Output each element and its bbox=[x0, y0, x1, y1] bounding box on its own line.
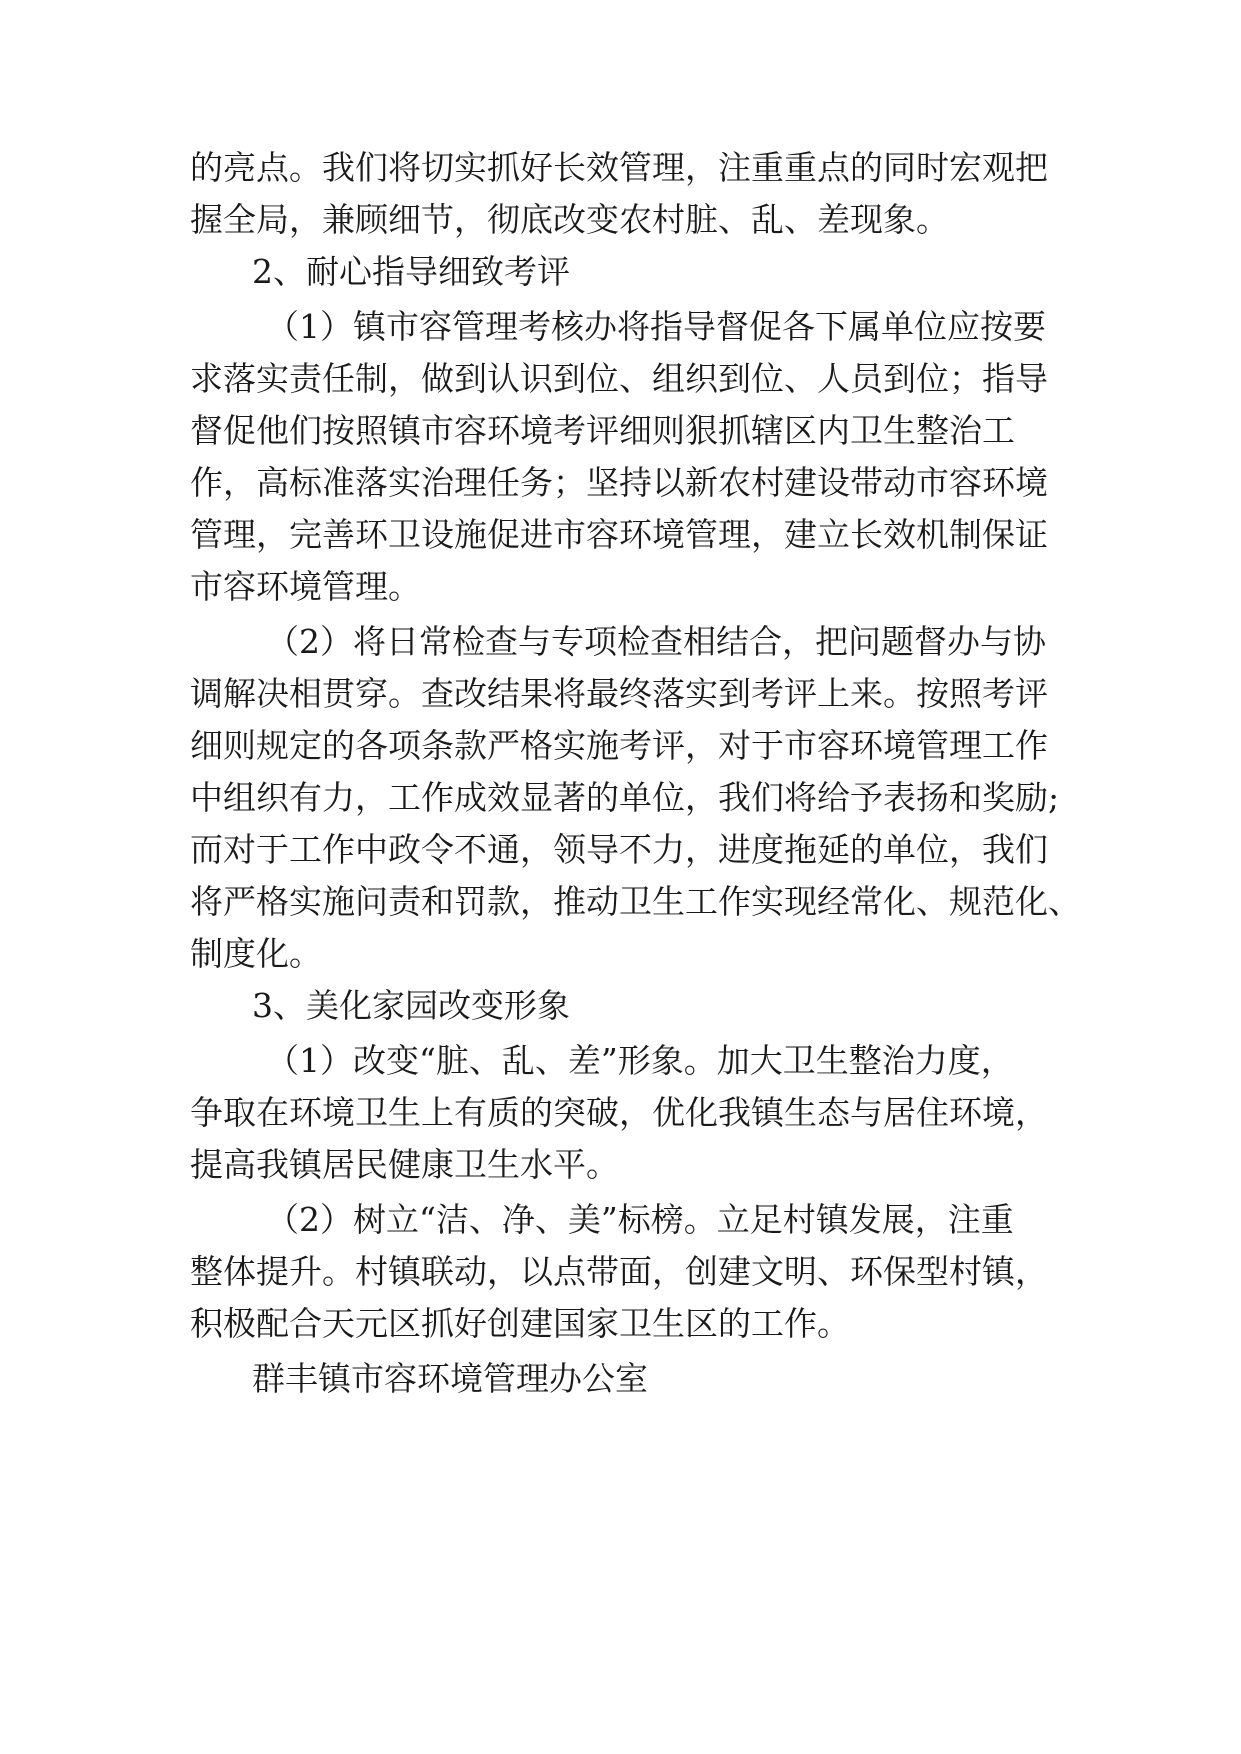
body-text-line: 整体提升。村镇联动，以点带面，创建文明、环保型村镇， bbox=[190, 1252, 1048, 1291]
body-text-line: （1）镇市容管理考核办将指导督促各下属单位应按要 bbox=[266, 307, 1046, 346]
body-text-line: 握全局，兼顾细节，彻底改变农村脏、乱、差现象。 bbox=[190, 200, 949, 239]
body-text-line: （1）改变“脏、乱、差”形象。加大卫生整治力度， bbox=[266, 1041, 1014, 1080]
body-text-line: 积极配合天元区抓好创建国家卫生区的工作。 bbox=[190, 1304, 850, 1343]
body-text-line: 管理，完善环卫设施促进市容环境管理，建立长效机制保证 bbox=[190, 515, 1048, 554]
body-text-line: 作，高标准落实治理任务；坚持以新农村建设带动市容环境 bbox=[190, 463, 1048, 502]
body-text-line: 调解决相贯穿。查改结果将最终落实到考评上来。按照考评 bbox=[190, 674, 1048, 713]
body-text-line: 而对于工作中政令不通，领导不力，进度拖延的单位，我们 bbox=[190, 830, 1048, 869]
body-text-line: 提高我镇居民健康卫生水平。 bbox=[190, 1145, 619, 1184]
body-text-line: 督促他们按照镇市容环境考评细则狠抓辖区内卫生整治工 bbox=[190, 411, 1015, 450]
body-text-line: 市容环境管理。 bbox=[190, 567, 421, 606]
body-text-line: 将严格实施问责和罚款，推动卫生工作实现经常化、规范化、 bbox=[190, 882, 1081, 921]
signature-office: 群丰镇市容环境管理办公室 bbox=[252, 1359, 648, 1398]
body-text-line: 制度化。 bbox=[190, 934, 322, 973]
section-heading: 3、美化家园改变形象 bbox=[252, 986, 570, 1025]
body-text-line: （2）树立“洁、净、美”标榜。立足村镇发展，注重 bbox=[266, 1200, 1014, 1239]
body-text-line: 中组织有力，工作成效显著的单位，我们将给予表扬和奖励; bbox=[190, 778, 1060, 817]
body-text-line: 求落实责任制，做到认识到位、组织到位、人员到位；指导 bbox=[190, 359, 1048, 398]
body-text-line: 的亮点。我们将切实抓好长效管理，注重重点的同时宏观把 bbox=[190, 148, 1048, 187]
body-text-line: （2）将日常检查与专项检查相结合，把问题督办与协 bbox=[266, 622, 1046, 661]
section-heading: 2、耐心指导细致考评 bbox=[252, 252, 570, 291]
body-text-line: 争取在环境卫生上有质的突破，优化我镇生态与居住环境， bbox=[190, 1093, 1048, 1132]
body-text-line: 细则规定的各项条款严格实施考评，对于市容环境管理工作 bbox=[190, 726, 1048, 765]
